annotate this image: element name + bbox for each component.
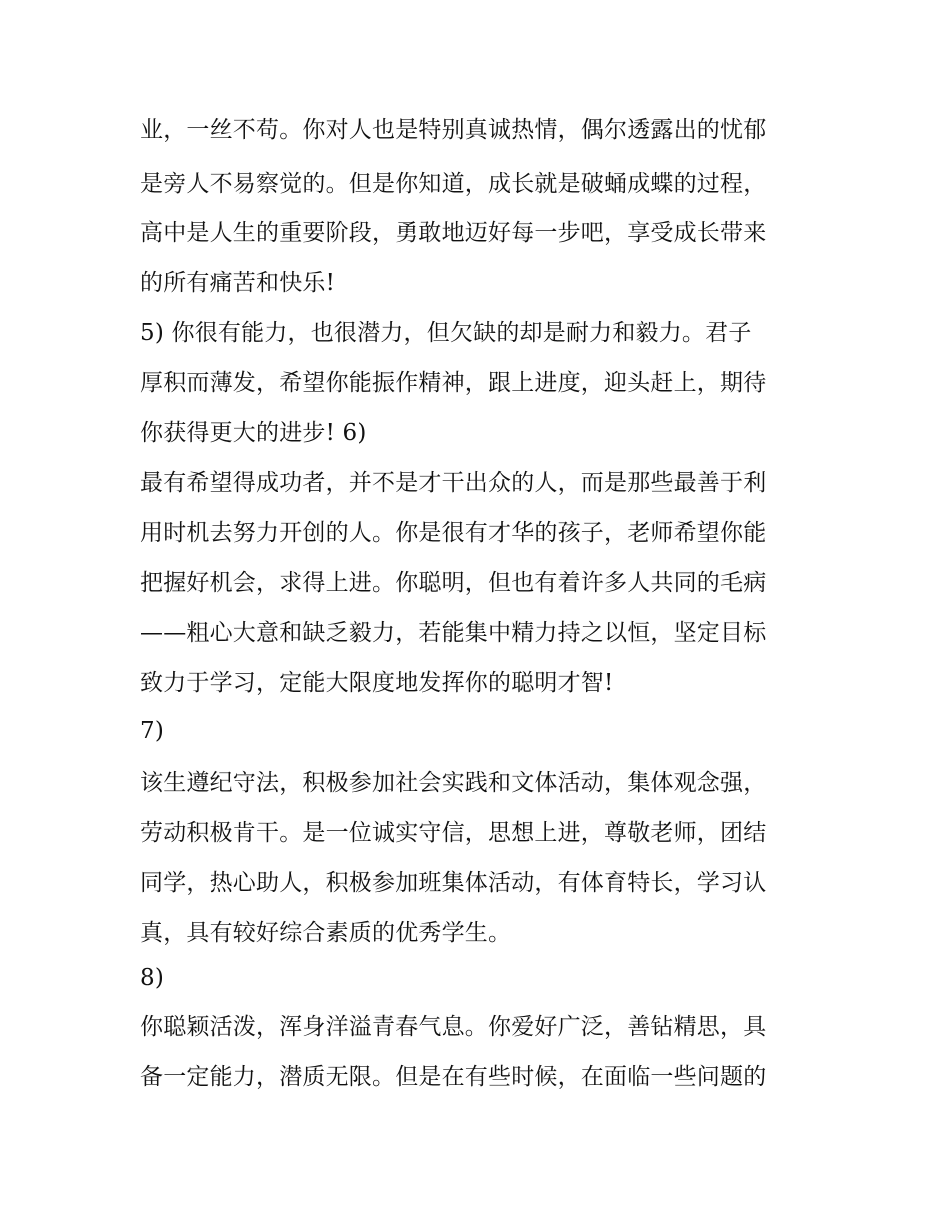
text-line-15: 劳动积极肯干。是一位诚实守信，思想上进，尊敬老师，团结 — [140, 820, 767, 846]
text-line-18: 8) — [140, 965, 165, 991]
text-line-5: 5) 你很有能力，也很潜力，但欠缺的却是耐力和毅力。君子 — [140, 320, 752, 346]
text-line-1: 业，一丝不苟。你对人也是特别真诚热情，偶尔透露出的忧郁 — [140, 117, 767, 143]
text-line-14: 该生遵纪守法，积极参加社会实践和文体活动，集体观念强， — [140, 770, 767, 796]
text-line-2: 是旁人不易察觉的。但是你知道，成长就是破蛹成蝶的过程， — [140, 171, 767, 197]
text-line-4: 的所有痛苦和快乐! — [140, 270, 336, 296]
text-line-10: 把握好机会，求得上进。你聪明，但也有着许多人共同的毛病 — [140, 570, 767, 596]
text-line-13: 7) — [140, 718, 165, 744]
text-line-7: 你获得更大的进步! 6) — [140, 420, 367, 446]
text-line-11: ——粗心大意和缺乏毅力，若能集中精力持之以恒，坚定目标 — [140, 620, 767, 646]
text-line-16: 同学，热心助人，积极参加班集体活动，有体育特长，学习认 — [140, 870, 767, 896]
text-line-8: 最有希望得成功者，并不是才干出众的人，而是那些最善于利 — [140, 470, 767, 496]
text-line-6: 厚积而薄发，希望你能振作精神，跟上进度，迎头赶上，期待 — [140, 370, 767, 396]
text-line-20: 备一定能力，潜质无限。但是在有些时候，在面临一些问题的 — [140, 1064, 767, 1090]
text-line-3: 高中是人生的重要阶段，勇敢地迈好每一步吧，享受成长带来 — [140, 220, 767, 246]
text-line-12: 致力于学习，定能大限度地发挥你的聪明才智! — [140, 670, 614, 696]
text-line-17: 真，具有较好综合素质的优秀学生。 — [140, 920, 512, 946]
text-line-9: 用时机去努力开创的人。你是很有才华的孩子，老师希望你能 — [140, 520, 767, 546]
text-line-19: 你聪颖活泼，浑身洋溢青春气息。你爱好广泛，善钻精思，具 — [140, 1014, 767, 1040]
